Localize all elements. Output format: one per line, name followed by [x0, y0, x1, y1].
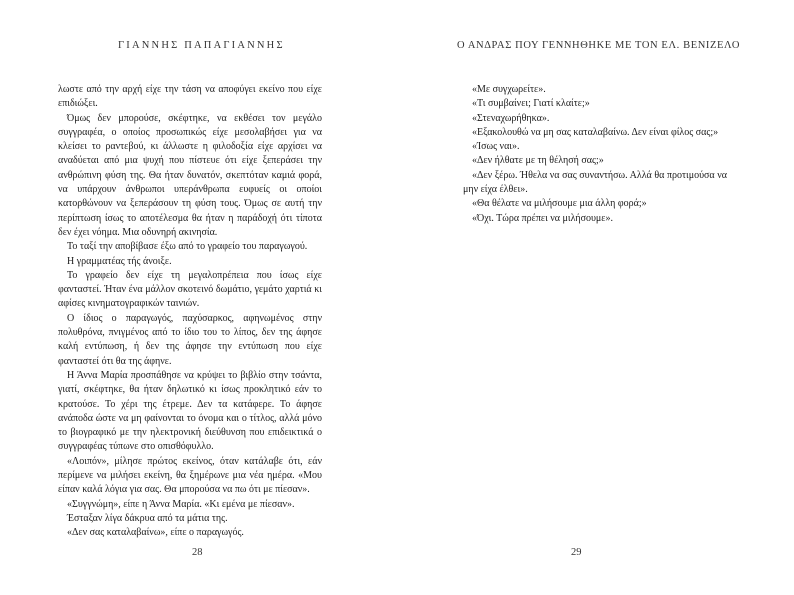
page-number-left: 28: [192, 547, 203, 558]
paragraph: «Τι συμβαίνει; Γιατί κλαίτε;»: [472, 98, 590, 110]
paragraph: «Θα θέλατε να μιλήσουμε μια άλλη φορά;»: [472, 198, 647, 210]
paragraph: Έσταξαν λίγα δάκρυα από τα μάτια της.: [67, 512, 228, 524]
paragraph: Το γραφείο δεν είχε τη μεγαλοπρέπεια που ίσως είχε φανταστεί. Ήταν ένα μάλλον σκοτεινό δωμάτιο, γεμάτο χαρτιά κι αφίσες κινηματογραφικών ταινιών.: [58, 269, 322, 310]
right-page: [397, 0, 794, 595]
paragraph: «Δεν ήλθατε με τη θέλησή σας;»: [472, 155, 604, 167]
paragraph: Το ταξί την αποβίβασε έξω από το γραφείο του παραγωγού.: [67, 241, 308, 253]
paragraph: «Δεν ξέρω. Ήθελα να σας συναντήσω. Αλλά θα προτιμούσα να μην είχα έλθει».: [463, 169, 727, 196]
paragraph: «Στεναχωρήθηκα».: [472, 112, 550, 124]
paragraph: Η γραμματέας τής άνοιξε.: [67, 255, 172, 267]
paragraph: «Λοιπόν», μίλησε πρώτος εκείνος, όταν κατάλαβε ότι, εάν περίμενε να μιλήσει εκείνη, θα ξημέρωνε μια νέα ημέρα. «Μου είπαν καλά λόγια για σας. Θα μπορούσα να πω ότι με πίεσαν».: [58, 455, 322, 496]
right-page-body: [463, 83, 727, 226]
paragraph: «Συγγνώμη», είπε η Άννα Μαρία. «Κι εμένα με πίεσαν».: [67, 498, 295, 510]
paragraph: Όμως δεν μπορούσε, σκέφτηκε, να εκθέσει τον μεγάλο συγγραφέα, ο οποίος προσωπικώς είχε μεσολαβήσει για να κλείσει το ραντεβού, κι άλλωστε η φιλοδοξία είχε αρχίσει να αναδύεται από μια ψυχή που πίστευε ότι είχε ξεπεράσει την ανθρώπινη φύση της. Θα ήταν δυνατόν, σκεπτόταν καμιά φορά, να υπάρχουν άνθρωποι υπεράνθρωπα ευφυείς οι οποίοι κατορθώνουν να ξεπεράσουν τη φύση τους. Όμως σε αυτή την περίπτωση ίσως το αποτέλεσμα θα ήταν η παράδοχή ότι τίποτα δεν έχει νόημα. Μια οδυνηρή ακινησία.: [58, 112, 322, 238]
page-number-right: 29: [571, 547, 582, 558]
paragraph: «Ίσως ναι».: [472, 141, 520, 153]
paragraph: Ο ίδιος ο παραγωγός, παχύσαρκος, αφηνωμένος στην πολυθρόνα, πνιγμένος από το ίδιο του το λίπος, δεν της άφησε καλή εντύπωση, ή δεν της άφησε την εντύπωση που είχε φανταστεί ότι θα της άφηνε.: [58, 312, 322, 367]
running-header-right: Ο ΑΝΔΡΑΣ ΠΟΥ ΓΕΝΝΗΘΗΚΕ ΜΕ ΤΟΝ ΕΛ. ΒΕΝΙΖΕΛΟ: [457, 40, 740, 51]
paragraph: «Δεν σας καταλαβαίνω», είπε ο παραγωγός.: [67, 527, 244, 539]
paragraph: «Με συγχωρείτε».: [472, 84, 546, 95]
running-header-left: ΓΙΑΝΝΗΣ ΠΑΠΑΓΙΑΝΝΗΣ: [118, 40, 285, 51]
paragraph: Η Άννα Μαρία προσπάθησε να κρύψει το βιβλίο στην τσάντα, γιατί, σκέφτηκε, θα ήταν δηλωτικό κι ίσως προκλητικό εάν το κρατούσε. Το χέρι της έτρεμε. Δεν τα κατάφερε. Το άφησε ανάποδα ώστε να μη φαίνονται το όνομα και ο τίτλος, αλλά μόνο το βιογραφικό με την ηλεκτρονική διεύθυνση που επιδεικτικά ο συγγραφέας τύπωνε στο οπισθόφυλλο.: [58, 369, 322, 453]
left-page-body: [58, 83, 322, 541]
paragraph: «Εξακολουθώ να μη σας καταλαβαίνω. Δεν είναι φίλος σας;»: [472, 126, 719, 138]
paragraph: «Όχι. Τώρα πρέπει να μιλήσουμε».: [472, 212, 613, 224]
paragraph: λωστε από την αρχή είχε την τάση να αποφύγει εκείνο που είχε επιδιώξει.: [58, 84, 322, 110]
